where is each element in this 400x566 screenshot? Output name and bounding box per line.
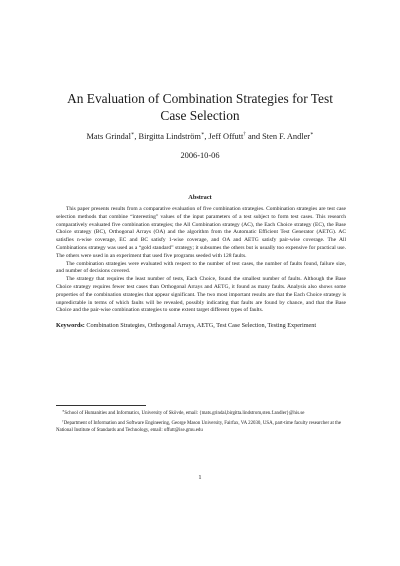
- author-name: Birgitta Lindström: [138, 132, 201, 141]
- author-line: [40, 129, 360, 142]
- footnote: [56, 408, 356, 418]
- page-number: 1: [198, 474, 202, 481]
- author-affiliation-mark: †: [243, 132, 246, 137]
- author-affiliation-mark: ∗: [130, 132, 135, 137]
- author-separator: ,: [134, 132, 139, 141]
- author-name: Mats Grindal: [86, 132, 131, 141]
- abstract-paragraph: The combination strategies were evaluated with respect to the number of test cases, the number of faults found, failure size, and number of decisions covered.: [56, 260, 346, 275]
- footnote-divider: [56, 405, 146, 406]
- footnote-mark: †: [62, 418, 64, 423]
- footnote-text: School of Humanities and Informatics, University of Skövde, email: {mats.grindal,birgitta.lindstrom,sten.f.andler}@his.se: [64, 411, 305, 416]
- author-separator: ,: [204, 132, 209, 141]
- abstract-body: [56, 206, 346, 331]
- keywords-text: Combination Strategies, Orthogonal Arrays, AETG, Test Case Selection, Testing Experiment: [86, 322, 317, 330]
- author-separator: and: [245, 132, 263, 141]
- footnotes: [56, 408, 356, 434]
- footnote-mark: ∗: [62, 409, 65, 413]
- footnote: [56, 418, 356, 435]
- abstract-heading: Abstract: [188, 194, 212, 201]
- abstract-paragraph: This paper presents results from a comparative evaluation of five combination strategies. Combination strategies are test case selection methods that combine “interesting” values of the input parameters of a test subject to form test cases. This research comparatively evaluated five combination strategies; the All Combination strategy (AC), the Each Choice strategy (EC), the Base Choice strategy (BC), Orthogonal Arrays (OA) and the algorithm from the Automatic Efficient Test Generator (AETG). AC satisfies n-wise coverage, EC and BC satisfy 1-wise coverage, and OA and AETG satisfy pair-wise coverage. The All Combinations strategy was used as a “gold standard” strategy; it subsumes the others but is usually too expensive for practical use. The others were used in an experiment that used five programs seeded with 128 faults.: [56, 206, 346, 259]
- paper-date: 2006-10-06: [180, 151, 220, 160]
- paper-title: An Evaluation of Combination Strategies for Test Case Selection: [67, 91, 333, 123]
- author-affiliation-mark: ∗: [200, 132, 205, 137]
- footnote-text: Department of Information and Software Engineering, George Mason University, Fairfax, VA 22030, USA, part-time faculty researcher at the National Institute of Standards and Technology, email: offutt@ise.gmu.edu: [56, 420, 342, 433]
- keywords: [56, 322, 346, 330]
- author-name: Sten F. Andler: [262, 132, 311, 141]
- abstract-paragraph: The strategy that requires the least number of tests, Each Choice, found the smallest number of faults. Although the Base Choice strategy requires fewer test cases than Orthogonal Arrays and AETG, it found as many faults. Analysis also shows some properties of the combination strategies that appear significant. The two most important results are that the Each Choice strategy is unpredictable in terms of which faults will be revealed, possibly indicating that faults are found by chance, and that the Base Choice and the pair-wise combination strategies to some extent target different types of faults.: [56, 276, 346, 314]
- author-name: Jeff Offutt: [208, 132, 244, 141]
- author-affiliation-mark: ∗: [310, 132, 314, 137]
- keywords-label: Keywords:: [56, 322, 85, 330]
